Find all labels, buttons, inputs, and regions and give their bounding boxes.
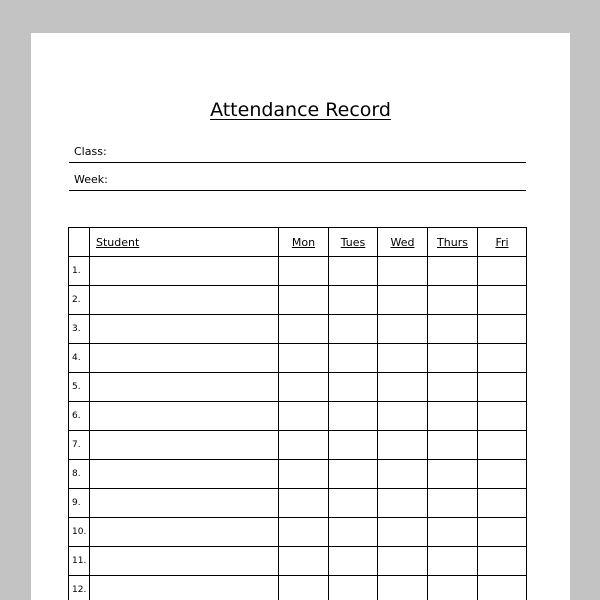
table-row xyxy=(69,373,527,402)
table-row xyxy=(69,547,527,576)
attendance-cell-wed[interactable] xyxy=(378,315,428,344)
student-name-cell[interactable] xyxy=(90,315,279,344)
attendance-cell-thurs[interactable] xyxy=(428,257,478,286)
attendance-cell-tues[interactable] xyxy=(329,460,378,489)
attendance-cell-wed[interactable] xyxy=(378,257,428,286)
attendance-cell-tues[interactable] xyxy=(329,547,378,576)
attendance-cell-tues[interactable] xyxy=(329,431,378,460)
column-header-wed-text: Wed xyxy=(390,235,415,249)
row-number: 9. xyxy=(69,489,90,518)
attendance-cell-tues[interactable] xyxy=(329,576,378,600)
row-number: 5. xyxy=(69,373,90,402)
student-name-cell[interactable] xyxy=(90,518,279,547)
column-header-thurs-text: Thurs xyxy=(437,235,468,249)
row-number: 10. xyxy=(69,518,90,547)
student-name-cell[interactable] xyxy=(90,576,279,600)
student-name-cell[interactable] xyxy=(90,547,279,576)
table-row xyxy=(69,257,527,286)
attendance-cell-mon[interactable] xyxy=(279,431,329,460)
attendance-cell-mon[interactable] xyxy=(279,518,329,547)
column-header-fri xyxy=(478,228,527,257)
column-header-tues-text: Tues xyxy=(340,235,366,249)
table-row xyxy=(69,518,527,547)
attendance-cell-tues[interactable] xyxy=(329,344,378,373)
attendance-cell-thurs[interactable] xyxy=(428,344,478,373)
attendance-cell-mon[interactable] xyxy=(279,344,329,373)
table-row xyxy=(69,402,527,431)
attendance-cell-wed[interactable] xyxy=(378,576,428,600)
attendance-cell-tues[interactable] xyxy=(329,315,378,344)
student-name-cell[interactable] xyxy=(90,489,279,518)
row-number: 1. xyxy=(69,257,90,286)
column-header-mon xyxy=(279,228,329,257)
row-number: 12. xyxy=(69,576,90,600)
attendance-cell-fri[interactable] xyxy=(478,576,527,600)
page-title-text: Attendance Record xyxy=(210,99,391,121)
student-name-cell[interactable] xyxy=(90,431,279,460)
attendance-cell-tues[interactable] xyxy=(329,257,378,286)
attendance-cell-mon[interactable] xyxy=(279,547,329,576)
attendance-cell-wed[interactable] xyxy=(378,460,428,489)
attendance-cell-thurs[interactable] xyxy=(428,286,478,315)
attendance-cell-fri[interactable] xyxy=(478,315,527,344)
attendance-cell-thurs[interactable] xyxy=(428,431,478,460)
column-header-tues xyxy=(329,228,378,257)
attendance-cell-wed[interactable] xyxy=(378,286,428,315)
column-header-wed xyxy=(378,228,428,257)
row-number: 4. xyxy=(69,344,90,373)
student-name-cell[interactable] xyxy=(90,373,279,402)
attendance-cell-tues[interactable] xyxy=(329,373,378,402)
attendance-cell-mon[interactable] xyxy=(279,286,329,315)
attendance-cell-wed[interactable] xyxy=(378,373,428,402)
student-name-cell[interactable] xyxy=(90,286,279,315)
attendance-cell-wed[interactable] xyxy=(378,518,428,547)
student-name-cell[interactable] xyxy=(90,402,279,431)
attendance-cell-fri[interactable] xyxy=(478,257,527,286)
attendance-cell-mon[interactable] xyxy=(279,373,329,402)
attendance-cell-thurs[interactable] xyxy=(428,402,478,431)
page-title xyxy=(31,98,570,122)
row-number: 7. xyxy=(69,431,90,460)
attendance-cell-wed[interactable] xyxy=(378,431,428,460)
attendance-cell-tues[interactable] xyxy=(329,489,378,518)
attendance-cell-fri[interactable] xyxy=(478,518,527,547)
attendance-cell-fri[interactable] xyxy=(478,344,527,373)
week-field[interactable] xyxy=(69,162,526,191)
table-row xyxy=(69,489,527,518)
table-row xyxy=(69,344,527,373)
attendance-cell-fri[interactable] xyxy=(478,547,527,576)
class-field[interactable] xyxy=(69,134,526,163)
column-header-student xyxy=(90,228,279,257)
student-name-cell[interactable] xyxy=(90,460,279,489)
row-number: 2. xyxy=(69,286,90,315)
student-name-cell[interactable] xyxy=(90,257,279,286)
attendance-cell-wed[interactable] xyxy=(378,547,428,576)
table-row xyxy=(69,576,527,600)
attendance-cell-tues[interactable] xyxy=(329,286,378,315)
attendance-cell-thurs[interactable] xyxy=(428,547,478,576)
attendance-cell-wed[interactable] xyxy=(378,344,428,373)
attendance-cell-mon[interactable] xyxy=(279,576,329,600)
attendance-cell-tues[interactable] xyxy=(329,518,378,547)
attendance-cell-fri[interactable] xyxy=(478,286,527,315)
table-row xyxy=(69,431,527,460)
column-header-fri-text: Fri xyxy=(495,235,509,249)
attendance-cell-fri[interactable] xyxy=(478,489,527,518)
attendance-cell-fri[interactable] xyxy=(478,431,527,460)
attendance-cell-mon[interactable] xyxy=(279,402,329,431)
table-row xyxy=(69,315,527,344)
table-row xyxy=(69,286,527,315)
attendance-cell-mon[interactable] xyxy=(279,489,329,518)
attendance-cell-mon[interactable] xyxy=(279,460,329,489)
attendance-cell-thurs[interactable] xyxy=(428,373,478,402)
attendance-cell-wed[interactable] xyxy=(378,402,428,431)
attendance-cell-wed[interactable] xyxy=(378,489,428,518)
class-field-label: Class: xyxy=(74,145,107,158)
table-header-row xyxy=(69,228,527,257)
attendance-cell-thurs[interactable] xyxy=(428,315,478,344)
attendance-cell-tues[interactable] xyxy=(329,402,378,431)
attendance-cell-fri[interactable] xyxy=(478,460,527,489)
attendance-table xyxy=(68,227,527,600)
attendance-cell-fri[interactable] xyxy=(478,373,527,402)
row-number: 3. xyxy=(69,315,90,344)
column-header-student-text: Student xyxy=(96,235,140,249)
attendance-cell-thurs[interactable] xyxy=(428,576,478,600)
row-number: 6. xyxy=(69,402,90,431)
attendance-cell-thurs[interactable] xyxy=(428,489,478,518)
attendance-cell-thurs[interactable] xyxy=(428,518,478,547)
table-row xyxy=(69,460,527,489)
attendance-cell-thurs[interactable] xyxy=(428,460,478,489)
attendance-cell-fri[interactable] xyxy=(478,402,527,431)
column-header-mon-text: Mon xyxy=(291,235,316,249)
row-number-header xyxy=(69,228,90,257)
attendance-cell-mon[interactable] xyxy=(279,315,329,344)
row-number: 8. xyxy=(69,460,90,489)
student-name-cell[interactable] xyxy=(90,344,279,373)
attendance-cell-mon[interactable] xyxy=(279,257,329,286)
column-header-thurs xyxy=(428,228,478,257)
week-field-label: Week: xyxy=(74,173,108,186)
attendance-sheet-page xyxy=(31,33,570,600)
row-number: 11. xyxy=(69,547,90,576)
